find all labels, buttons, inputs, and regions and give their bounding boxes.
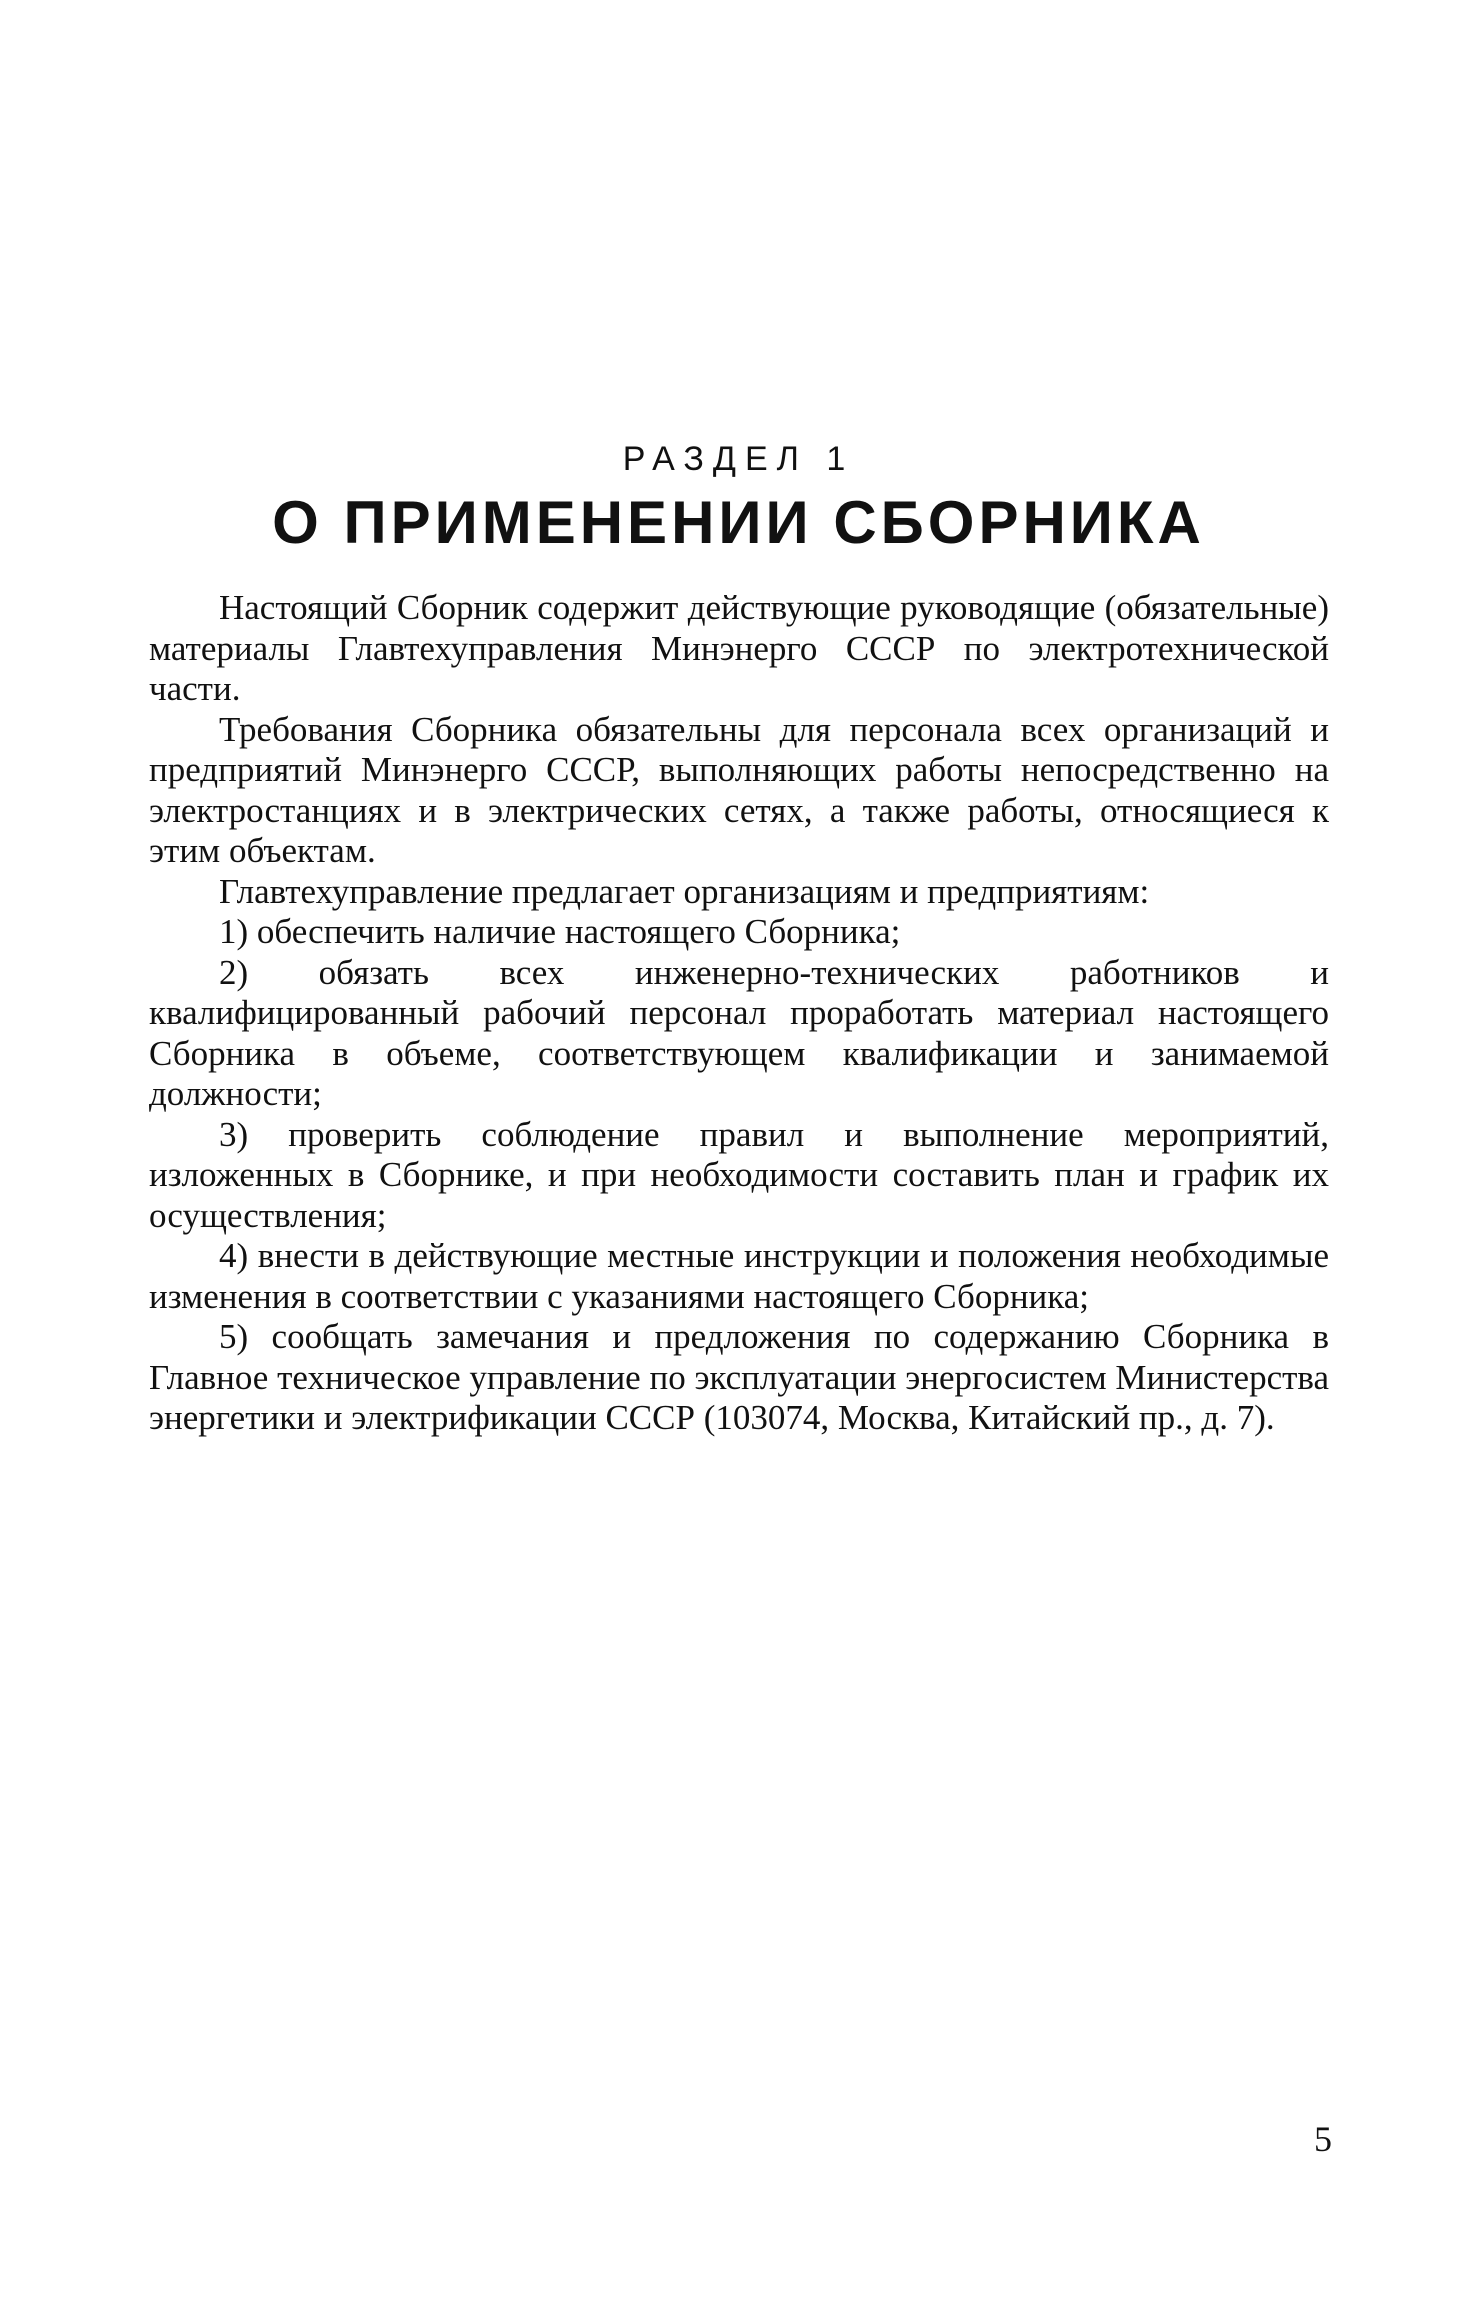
paragraph-intro: Настоящий Сборник содержит действующие руководящие (обязательные) материалы Главтехуправления Минэнерго СССР по электротехнической части. [149,588,1329,708]
section-label: РАЗДЕЛ 1 [622,440,855,478]
paragraph-proposal: Главтехуправление предлагает организациям и предприятиям: [219,871,1150,911]
list-item-3: 3) проверить соблюдение правил и выполнение мероприятий, изложенных в Сборнике, и при необходимости составить план и график их осуществления; [149,1114,1329,1235]
section-title: О ПРИМЕНЕНИИ СБОРНИКА [272,489,1205,556]
list-item-1: 1) обеспечить наличие настоящего Сборника; [219,912,901,951]
page-number: 5 [1314,2119,1332,2159]
paragraph-requirements: Требования Сборника обязательны для персонала всех организаций и предприятий Минэнерго СССР, выполняющих работы непосредственно на электростанциях и в электрических сетях, а также работы, относящиеся к этим объектам. [149,709,1329,870]
body-text [149,588,1329,1439]
list-item-4: 4) внести в действующие местные инструкции и положения необходимые изменения в соответствии с указаниями настоящего Сборника; [149,1236,1329,1316]
list-item-2: 2) обязать всех инженерно-технических работников и квалифицированный рабочий персонал проработать материал настоящего Сборника в объеме, соответствующем квалификации и занимаемой должности; [149,952,1329,1113]
list-item-5: 5) сообщать замечания и предложения по содержанию Сборника в Главное техническое управление по эксплуатации энергосистем Министерства энергетики и электрификации СССР (103074, Москва, Китайский пр., д. 7). [149,1317,1329,1437]
